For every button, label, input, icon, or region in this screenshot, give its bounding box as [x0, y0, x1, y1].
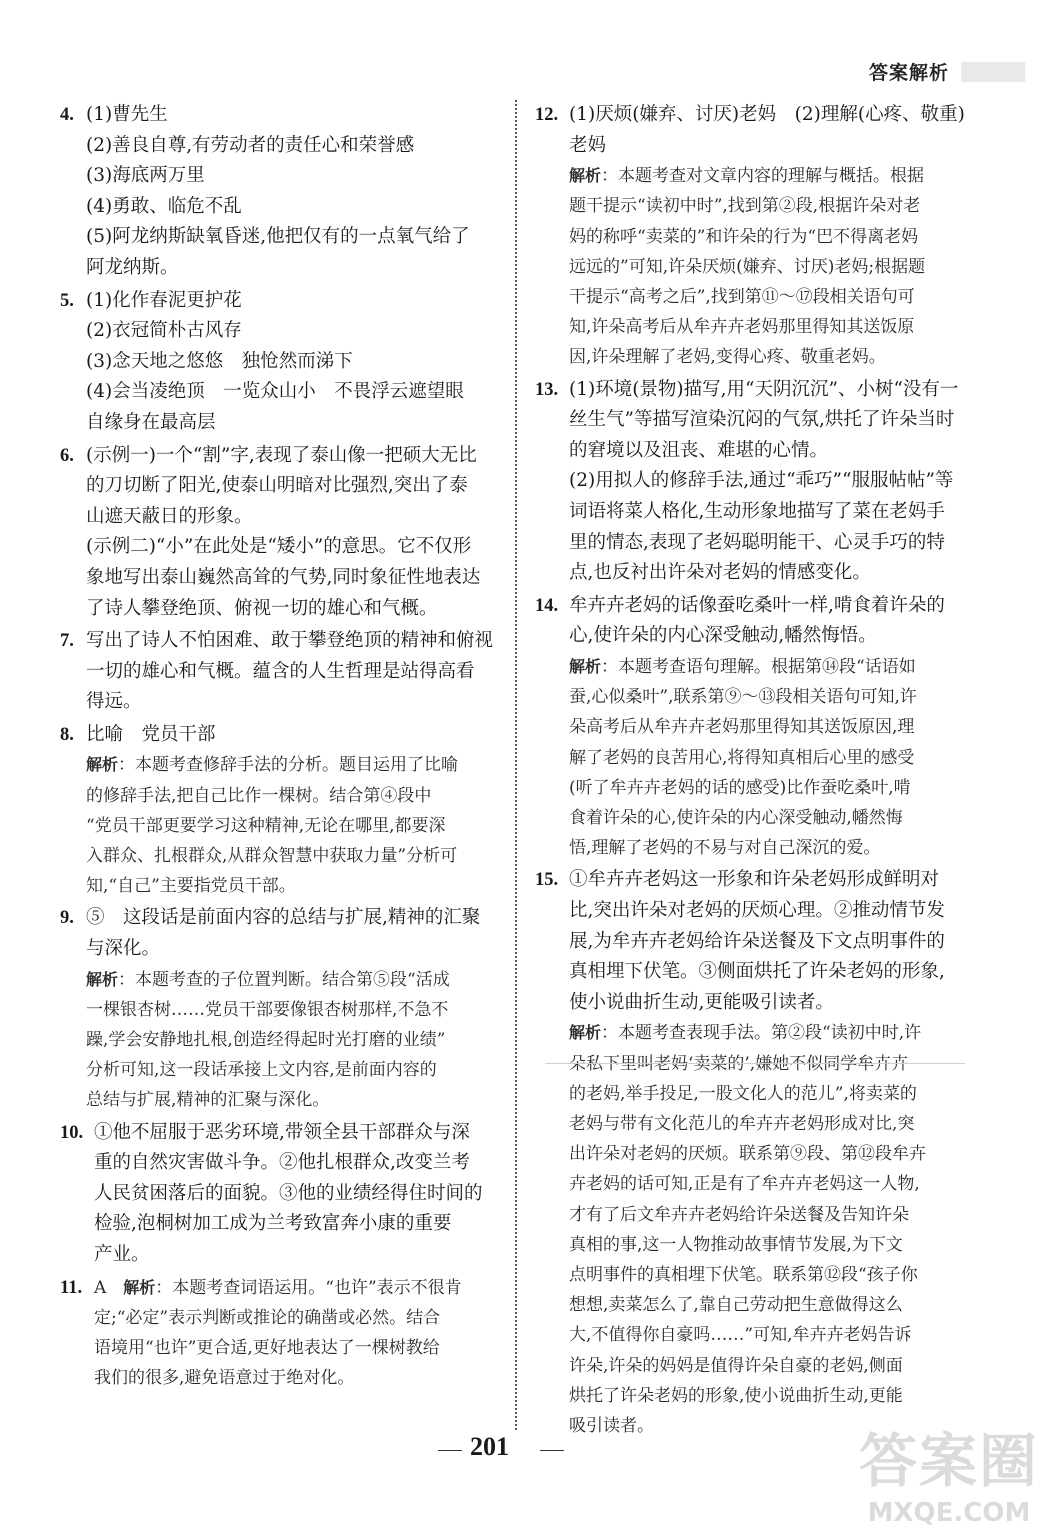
answer-line: (3)念天地之悠悠 独怆然而涕下	[86, 350, 353, 372]
column-divider	[515, 100, 517, 1430]
watermark-logo-text: 答案圈	[858, 1427, 1039, 1495]
question-body	[86, 720, 500, 902]
answer-line: (1)曹先生	[86, 104, 168, 125]
answer-line: 一切的雄心和气概。蕴含的人生哲理是站得高看	[86, 660, 475, 682]
answer-line: 比喻 党员干部	[86, 723, 216, 745]
answer-line: 点,也反衬出许朵对老妈的情感变化。	[569, 562, 871, 584]
analysis-line: 妈的称呼“卖菜的”和许朵的行为“巴不得离老妈	[569, 226, 919, 247]
answer-line: 产业。	[94, 1244, 150, 1266]
watermark-url: MXQE.COM	[867, 1498, 1031, 1528]
page-number-dash-right	[540, 1450, 564, 1451]
answer-line: (示例二)“小”在此处是“矮小”的意思。它不仅形	[86, 536, 472, 558]
answer-line: (5)阿龙纳斯缺氧昏迷,他把仅有的一点氧气给了	[86, 226, 470, 248]
answer-line: (1)化作春泥更护花	[86, 289, 242, 311]
answer-line: (示例一)一个“割”字,表现了泰山像一把硕大无比	[86, 444, 477, 466]
watermark	[859, 1414, 1039, 1528]
answer-line: 丝生气”等描写渲染沉闷的气氛,烘托了许朵当时	[569, 409, 955, 431]
header-decoration-bar	[961, 62, 1025, 82]
analysis-line: 卉老妈的话可知,正是有了牟卉卉老妈这一人物,	[569, 1174, 920, 1195]
question-item	[60, 1118, 500, 1271]
answer-line: 的窘境以及沮丧、难堪的心情。	[569, 439, 829, 461]
analysis-text: ：本题考查修辞手法的分析。题目运用了比喻	[118, 755, 459, 776]
analysis-line: 食着许朵的心,使许朵的内心深受触动,幡然悔	[569, 807, 903, 828]
question-item	[60, 720, 500, 902]
question-body	[86, 441, 500, 625]
analysis-line: 许朵,许朵的妈妈是值得许朵自豪的老妈,侧面	[569, 1355, 903, 1376]
question-number: 10.	[60, 1122, 84, 1143]
question-item	[60, 441, 500, 625]
analysis-line: 知,“自己”主要指党员干部。	[86, 876, 296, 897]
answer-line: 自缘身在最高层	[86, 411, 216, 433]
question-item	[535, 100, 975, 373]
question-body	[569, 591, 975, 864]
analysis-label: 解析	[86, 969, 119, 989]
analysis-line: 分析可知,这一段话承接上文内容,是前面内容的	[86, 1060, 437, 1081]
question-item	[60, 100, 500, 284]
question-item	[535, 591, 975, 864]
analysis-line: 语境用“也许”更合适,更好地表达了一棵树教给	[94, 1338, 440, 1359]
question-number: 6.	[60, 445, 74, 466]
analysis-label: 解析	[569, 166, 602, 186]
question-number: 4.	[60, 105, 74, 125]
analysis-line: 真相的事,这一人物推动故事情节发展,为下文	[569, 1234, 903, 1255]
analysis-line: 总结与扩展,精神的汇聚与深化。	[86, 1090, 330, 1111]
analysis-line: 我们的很多,避免语意过于绝对化。	[94, 1368, 355, 1389]
analysis-label: 解析	[123, 1277, 156, 1297]
answer-line: 山遮天蔽日的形象。	[86, 505, 253, 527]
answer-line: 写出了诗人不怕困难、敢于攀登绝顶的精神和俯视	[86, 630, 494, 652]
question-number: 13.	[535, 379, 559, 400]
question-number: 9.	[60, 908, 74, 929]
question-item	[60, 626, 500, 718]
question-item	[60, 903, 500, 1115]
answer-line: 里的情态,表现了老妈聪明能干、心灵手巧的特	[569, 531, 945, 553]
answer-line: (2)衣冠简朴古风存	[86, 320, 242, 342]
analysis-label: 解析	[569, 656, 602, 676]
analysis-text: ：本题考查语句理解。根据第⑭段“话语如	[601, 656, 916, 677]
question-number: 5.	[60, 290, 74, 311]
answer-line: 词语将菜人格化,生动形象地描写了菜在老妈手	[569, 500, 945, 522]
answer-line: 的刀切断了阳光,使泰山明暗对比强烈,突出了泰	[86, 475, 468, 497]
question-number: 14.	[535, 595, 559, 616]
analysis-label: 解析	[569, 1023, 602, 1043]
answer-choice: A	[94, 1277, 124, 1298]
answer-line: ⑤ 这段话是前面内容的总结与扩展,精神的汇聚	[86, 907, 481, 929]
analysis-line: 出许朵对老妈的厌烦。联系第⑨段、第⑫段牟卉	[569, 1144, 926, 1165]
analysis-line: 知,许朵高考后从牟卉卉老妈那里得知其送饭原	[569, 317, 915, 338]
analysis-line	[86, 965, 500, 995]
analysis-line: 悟,理解了老妈的不易与对自己深沉的爱。	[569, 838, 881, 859]
analysis-line	[569, 161, 975, 191]
answer-line: 了诗人攀登绝顶、俯视一切的雄心和气概。	[86, 597, 438, 619]
analysis-text: ：本题考查对文章内容的理解与概括。根据	[601, 166, 925, 187]
analysis-line: 远远的”可知,许朵厌烦(嫌弃、讨厌)老妈;根据题	[569, 256, 926, 277]
analysis-line: 大,不值得你自豪吗……”可知,牟卉卉老妈告诉	[569, 1325, 912, 1346]
analysis-line: 的老妈,举手投足,一股文化人的范儿”,将卖菜的	[569, 1083, 917, 1104]
analysis-line: 烘托了许朵老妈的形象,使小说曲折生动,更能	[569, 1385, 903, 1406]
question-item	[60, 286, 500, 439]
answer-line: (2)用拟人的修辞手法,通过“乖巧”“服服帖帖”等	[569, 470, 954, 492]
answer-line: (1)环境(景物)描写,用“天阴沉沉”、小树“没有一	[569, 378, 959, 400]
question-item	[535, 375, 975, 589]
analysis-text: ：本题考查表现手法。第②段“读初中时,许	[601, 1023, 922, 1044]
answer-line: 与深化。	[86, 938, 161, 960]
answer-line: (2)善良自尊,有劳动者的责任心和荣誉感	[86, 134, 415, 156]
question-number: 15.	[535, 870, 559, 891]
answer-line: 展,为牟卉卉老妈给许朵送餐及下文点明事件的	[569, 930, 945, 952]
question-number: 8.	[60, 724, 74, 745]
header-title: 答案解析	[868, 62, 949, 84]
answer-line: 真相埋下伏笔。③侧面烘托了许朵老妈的形象,	[569, 961, 945, 983]
answer-line: 牟卉卉老妈的话像蚕吃桑叶一样,啃食着许朵的	[569, 594, 945, 616]
answer-line: (4)会当凌绝顶 一览众山小 不畏浮云遮望眼	[86, 381, 464, 403]
left-column	[60, 100, 500, 1395]
answer-line: 象地写出泰山巍然高耸的气势,同时象征性地表达	[86, 566, 481, 588]
question-body	[86, 903, 500, 1115]
answer-line: ①他不屈服于恶劣环境,带领全县干部群众与深	[94, 1121, 470, 1143]
page-header	[869, 58, 1025, 85]
analysis-line	[86, 750, 500, 780]
analysis-line: (听了牟卉卉老妈的话的感受)比作蚕吃桑叶,啃	[569, 777, 911, 798]
question-body	[94, 1118, 500, 1271]
answer-line: 检验,泡桐树加工成为兰考致富奔小康的重要	[94, 1213, 452, 1235]
answer-line	[94, 1273, 500, 1303]
question-item	[535, 865, 975, 1441]
answer-line: ①牟卉卉老妈这一形象和许朵老妈形成鲜明对	[569, 869, 940, 891]
analysis-text: ：本题考查词语运用。“也许”表示不很肯	[155, 1277, 462, 1298]
answer-line: 重的自然灾害做斗争。②他扎根群众,改变兰考	[94, 1152, 470, 1174]
question-body	[86, 100, 500, 284]
answer-line: 心,使许朵的内心深受触动,幡然悔悟。	[569, 625, 877, 647]
analysis-line: 解了老妈的良苦用心,将得知真相后心里的感受	[569, 747, 915, 768]
question-body	[569, 865, 975, 1441]
question-number: 7.	[60, 631, 74, 652]
answer-line: 使小说曲折生动,更能吸引读者。	[569, 991, 834, 1013]
analysis-line: “党员干部更要学习这种精神,无论在哪里,都要深	[86, 815, 446, 836]
analysis-line: 想想,卖菜怎么了,靠自己劳动把生意做得这么	[569, 1295, 903, 1316]
question-body	[86, 626, 500, 718]
answer-line: 得远。	[86, 691, 142, 713]
right-column	[535, 100, 975, 1443]
question-body	[569, 375, 975, 589]
analysis-line: 的修辞手法,把自己比作一棵树。结合第④段中	[86, 785, 432, 806]
question-number: 11.	[60, 1277, 83, 1298]
analysis-line: 干提示“高考之后”,找到第⑪～⑰段相关语句可	[569, 287, 915, 307]
analysis-line: 才有了后文牟卉卉老妈给许朵送餐及告知许朵	[569, 1204, 909, 1225]
answer-line: (3)海底两万里	[86, 165, 205, 187]
analysis-line	[569, 1018, 975, 1048]
analysis-line: 老妈与带有文化范儿的牟卉卉老妈形成对比,突	[569, 1113, 915, 1134]
page-number: 201	[470, 1432, 509, 1461]
scan-artifact-line	[545, 1063, 965, 1064]
question-number: 12.	[535, 105, 559, 125]
answer-line: 老妈	[569, 134, 607, 156]
analysis-line: 躁,学会安静地扎根,创造经得起时光打磨的业绩”	[86, 1030, 446, 1051]
analysis-line: 入群众、扎根群众,从群众智慧中获取力量”分析可	[86, 846, 458, 867]
question-item	[60, 1273, 500, 1394]
analysis-label: 解析	[86, 755, 119, 775]
answer-line: 人民贫困落后的面貌。③他的业绩经得住时间的	[94, 1182, 483, 1204]
answer-line: (4)勇敢、临危不乱	[86, 195, 242, 217]
analysis-line: 朵私下里叫老妈‘卖菜的’,嫌她不似同学牟卉卉	[569, 1053, 909, 1074]
question-body	[86, 286, 500, 439]
analysis-line: 题干提示“读初中时”,找到第②段,根据许朵对老	[569, 196, 921, 217]
question-body	[94, 1273, 500, 1394]
page-number-dash-left	[438, 1450, 462, 1451]
analysis-line: 蚕,心似桑叶”,联系第⑨～⑬段相关语句可知,许	[569, 687, 917, 708]
answer-line: 比,突出许朵对老妈的厌烦心理。②推动情节发	[569, 899, 945, 921]
answer-line: 阿龙纳斯。	[86, 256, 179, 278]
analysis-line: 朵高考后从牟卉卉老妈那里得知其送饭原因,理	[569, 717, 915, 738]
answer-line: (1)厌烦(嫌弃、讨厌)老妈 (2)理解(心疼、敬重)	[569, 104, 965, 125]
analysis-line: 吸引读者。	[569, 1415, 654, 1436]
analysis-line: 点明事件的真相埋下伏笔。联系第⑫段“孩子你	[569, 1264, 918, 1285]
question-body	[569, 100, 975, 373]
analysis-line: 因,许朵理解了老妈,变得心疼、敬重老妈。	[569, 347, 886, 368]
analysis-line: 一棵银杏树……党员干部要像银杏树那样,不急不	[86, 999, 449, 1020]
analysis-line	[569, 652, 975, 682]
analysis-line: 定;“必定”表示判断或推论的确凿或必然。结合	[94, 1307, 441, 1328]
analysis-text: ：本题考查的子位置判断。结合第⑤段“活成	[118, 969, 450, 990]
